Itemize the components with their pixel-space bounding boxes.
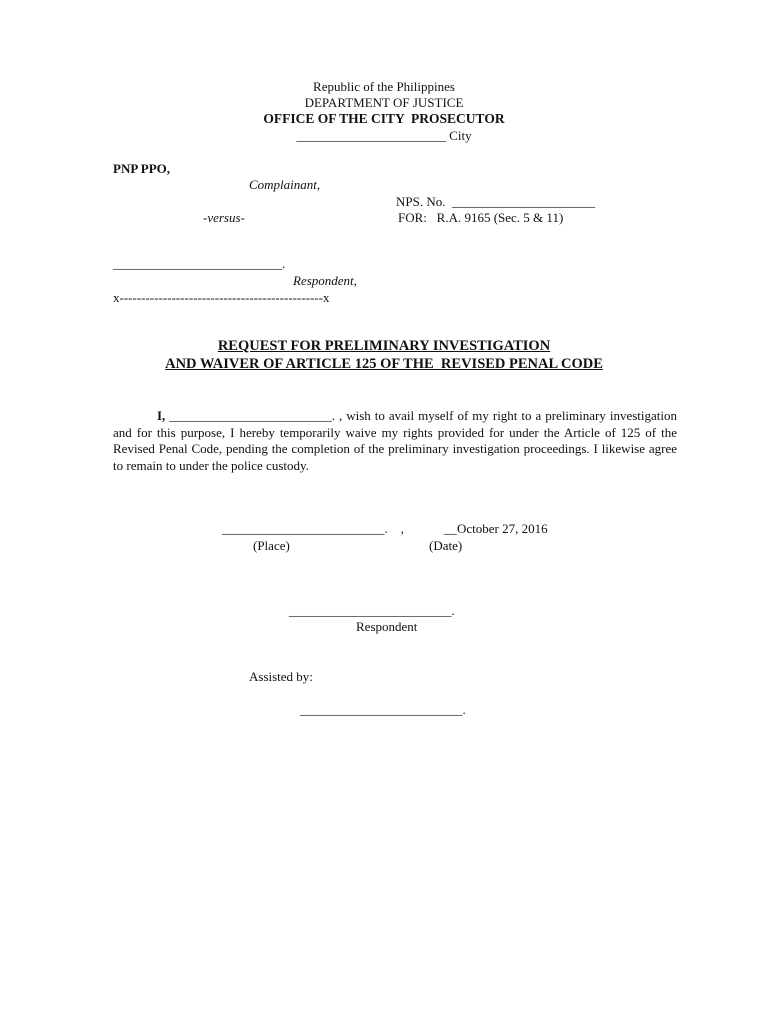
date-value: __October 27, 2016 [444,521,548,536]
first-person-label: I, [157,408,166,423]
nps-number: NPS. No. ______________________ [396,194,595,209]
place-label: (Place) [253,538,290,553]
place-blank: _________________________. , [222,521,404,536]
republic-line: Republic of the Philippines [313,79,455,94]
city-line: _______________________ City [296,128,472,143]
respondent-label: Respondent, [293,273,357,288]
date-label: (Date) [429,538,463,553]
respondent-signature-label: Respondent [356,619,418,634]
name-blank: _________________________. [169,408,336,423]
charge-line: FOR: R.A. 9165 (Sec. 5 & 11) [398,210,564,225]
office-line: OFFICE OF THE CITY PROSECUTOR [263,111,505,126]
versus-label: -versus- [203,210,245,225]
assisted-by-label: Assisted by: [249,669,313,684]
document-title-line1: REQUEST FOR PRELIMINARY INVESTIGATION [217,338,551,354]
document-title-line2: AND WAIVER OF ARTICLE 125 OF THE REVISED PENAL CODE [165,356,603,372]
department-line: DEPARTMENT OF JUSTICE [304,95,464,110]
respondent-signature-blank: _________________________. [289,603,455,618]
complainant-name: PNP PPO, [113,161,171,176]
complainant-label: Complainant, [249,177,321,192]
assisted-by-signature-blank: _________________________. [300,702,466,717]
respondent-blank: __________________________. [113,256,286,271]
waiver-paragraph [113,408,677,474]
caption-separator: x-----------------------------------------------x [113,290,330,305]
paragraph-text: , wish to avail myself of my right to a preliminary investigation and for this purpose, I hereby temporarily waive my rights provided for under the Article of 125 of the Revised Penal Code, pending the completion of the preliminary investigation proceedings. I likewise agree to remain to under the police custody. [113,408,678,473]
